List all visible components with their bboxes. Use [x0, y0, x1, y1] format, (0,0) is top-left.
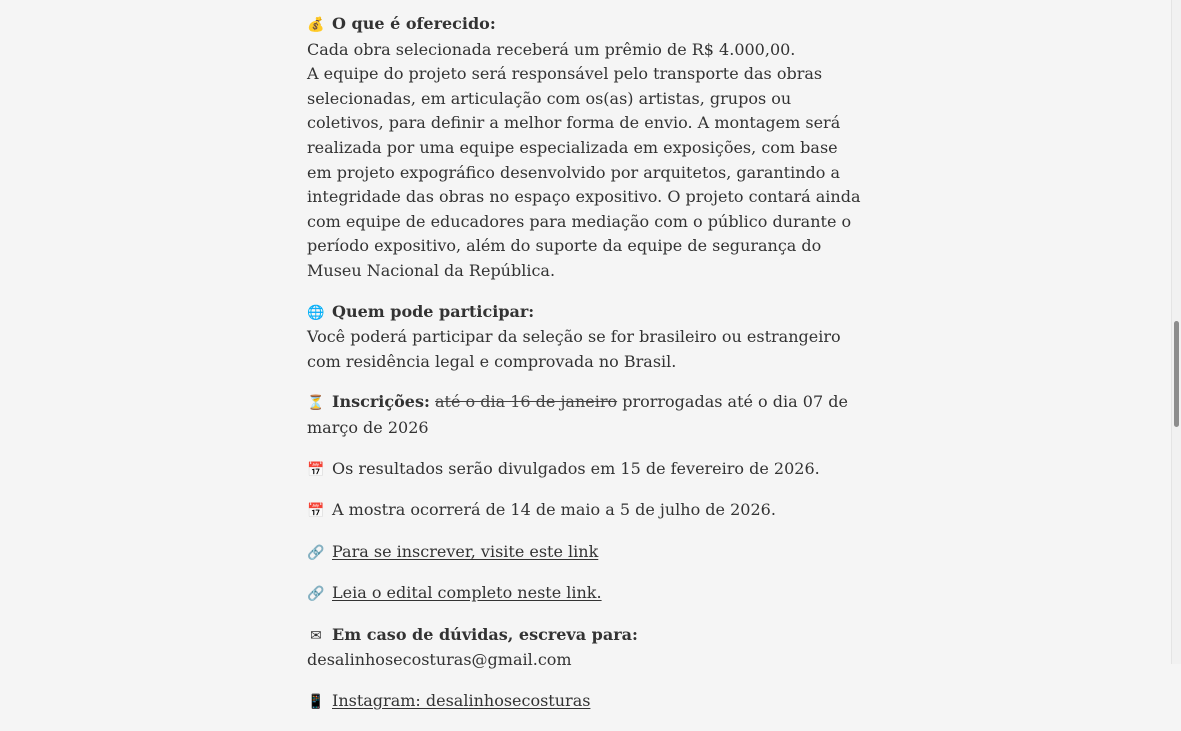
vertical-scrollbar[interactable]: [1171, 0, 1181, 664]
exhibition-text: A mostra ocorrerá de 14 de maio a 5 de julho de 2026.: [332, 500, 776, 520]
results-text: Os resultados serão divulgados em 15 de fevereiro de 2026.: [332, 458, 820, 478]
edital-link[interactable]: Leia o edital completo neste link.: [332, 583, 602, 603]
calendar-icon: 📅: [307, 461, 325, 478]
registration-heading: Inscrições:: [332, 392, 430, 412]
who-section: [307, 300, 867, 375]
contact-heading: Em caso de dúvidas, escreva para:: [332, 624, 638, 644]
hourglass-icon: ⏳: [307, 395, 325, 412]
contact-email: desalinhosecosturas@gmail.com: [307, 650, 572, 670]
who-text: Você poderá participar da seleção se for brasileiro ou estrangeiro com residência legal e comprovada no Brasil.: [307, 327, 841, 371]
who-heading: Quem pode participar:: [332, 301, 535, 321]
exhibition-section: [307, 498, 867, 524]
offered-prize: Cada obra selecionada receberá um prêmio de R$ 4.000,00.: [307, 39, 796, 59]
signup-section: [307, 540, 867, 566]
scrollbar-thumb[interactable]: [1174, 321, 1179, 427]
offered-details: A equipe do projeto será responsável pelo transporte das obras selecionadas, em articulação com os(as) artistas, grupos ou coletivos, para definir a melhor forma de envio. A montagem será realizada por uma equipe especializada em exposições, com base em projeto expográfico desenvolvido por arquitetos, garantindo a integridade das obras no espaço expositivo. O projeto contará ainda com equipe de educadores para mediação com o público durante o período expositivo, além do suporte da equipe de segurança do Museu Nacional da República.: [307, 64, 861, 280]
registration-section: [307, 390, 867, 440]
offered-section: [307, 12, 867, 284]
link-icon: 🔗: [307, 586, 325, 603]
registration-old-date: até o dia 16 de janeiro: [434, 392, 618, 412]
link-icon: 🔗: [307, 544, 325, 561]
edital-section: [307, 581, 867, 607]
money-bag-icon: 💰: [307, 17, 325, 33]
results-section: [307, 457, 867, 483]
offered-heading: O que é oferecido:: [332, 14, 496, 33]
mobile-phone-icon: 📱: [307, 694, 325, 711]
instagram-section: [307, 689, 867, 715]
calendar-icon: 📅: [307, 503, 325, 520]
instagram-link[interactable]: Instagram: desalinhosecosturas: [332, 691, 591, 711]
article-content: [307, 12, 867, 731]
registration-new-date: prorrogadas até o dia 07 de março de 2026: [307, 392, 848, 437]
globe-icon: 🌐: [307, 304, 325, 321]
contact-section: [307, 623, 867, 673]
envelope-icon: ✉: [310, 627, 322, 644]
signup-link[interactable]: Para se inscrever, visite este link: [332, 541, 599, 561]
